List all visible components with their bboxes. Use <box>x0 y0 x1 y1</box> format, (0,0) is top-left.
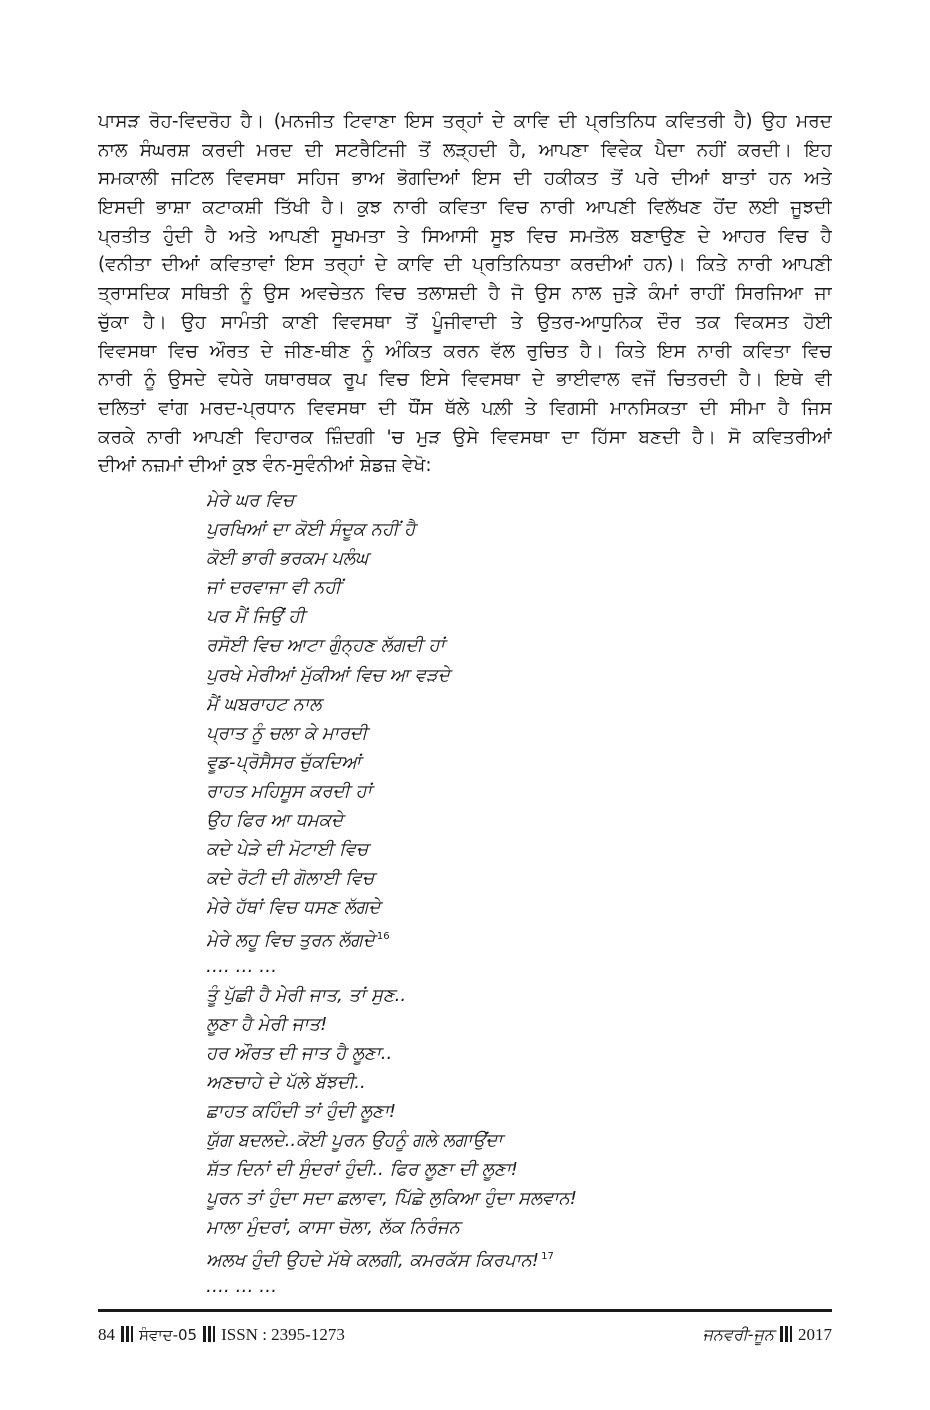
poem-line <box>206 1126 826 1155</box>
poem-line <box>206 1068 826 1097</box>
poem-line-text: ਪ੍ਰਾਤ ਨੂੰ ਚਲਾ ਕੇ ਮਾਰਦੀ <box>206 722 368 744</box>
poem-line-text: ਮੇਰੇ ਘਰ ਵਿਚ <box>206 490 295 511</box>
poem-line-text: ਕਦੇ ਪੇੜੇ ਦੀ ਮੋਟਾਈ ਵਿਚ <box>206 839 369 861</box>
poem-line <box>206 573 826 602</box>
paragraph-line: ਚੁੱਕਾ ਹੈ। ਉਹ ਸਾਮੰਤੀ ਕਾਣੀ ਵਿਵਸਥਾ ਤੋਂ ਪੂੰਜੀਵਾਦੀ ਤੇ ਉਤਰ-ਆਧੁਨਿਕ ਦੌਰ ਤਕ ਵਿਕਸਤ ਹੋਈ <box>98 311 832 333</box>
poem-line-text: ਮੇਰੇ ਹੱਥਾਂ ਵਿਚ ਧਸਣ ਲੱਗਦੇ <box>206 897 381 919</box>
paragraph-line: ਵਿਵਸਥਾ ਵਿਚ ਔਰਤ ਦੇ ਜੀਣ-ਥੀਣ ਨੂੰ ਅੰਕਿਤ ਕਰਨ ਵੱਲ ਰੁਚਿਤ ਹੈ। ਕਿਤੇ ਇਸ ਨਾਰੀ ਕਵਿਤਾ ਵਿਚ <box>98 340 832 362</box>
poem-line <box>206 1155 826 1184</box>
paragraph-line: ਦੀਆਂ ਨਜ਼ਮਾਂ ਦੀਆਂ ਕੁਝ ਵੰਨ-ਸੁਵੰਨੀਆਂ ਸ਼ੇਡਜ਼ ਵੇਖੋ: <box>98 455 432 477</box>
poem-line <box>206 835 826 864</box>
poem-line-text: ਛਾਹਤ ਕਹਿੰਦੀ ਤਾਂ ਹੁੰਦੀ ਲੂਣਾ! <box>206 1100 397 1122</box>
paragraph-line: ਨਾਲ ਸੰਘਰਸ਼ ਕਰਦੀ ਮਰਦ ਦੀ ਸਟਰੈਟਿਜੀ ਤੋਂ ਲੜ੍ਹਦੀ ਹੈ, ਆਪਣਾ ਵਿਵੇਕ ਪੈਦਾ ਨਹੀਂ ਕਰਦੀ। ਇਹ <box>98 139 832 161</box>
paragraph-line: ਪ੍ਰਤੀਤ ਹੁੰਦੀ ਹੈ ਅਤੇ ਆਪਣੀ ਸੂਖਮਤਾ ਤੇ ਸਿਆਸੀ ਸੂਝ ਵਿਚ ਸਮਤੋਲ ਬਣਾਉਣ ਦੇ ਆਹਰ ਵਿਚ ਹੈ <box>98 225 832 247</box>
poem-line <box>206 1097 826 1126</box>
poem-line <box>206 922 826 951</box>
poem-line-text: ਰਸੋਈ ਵਿਚ ਆਟਾ ਗੁੰਨ੍ਹਣ ਲੱਗਦੀ ਹਾਂ <box>206 635 445 657</box>
issue-period: ਜਨਵਰੀ-ਜੂਨ <box>702 1325 774 1344</box>
paragraph-line: ਇਸਦੀ ਭਾਸ਼ਾ ਕਟਾਕਸ਼ੀ ਤਿੱਖੀ ਹੈ। ਕੁਝ ਨਾਰੀ ਕਵਿਤਾ ਵਿਚ ਨਾਰੀ ਆਪਣੀ ਵਿਲੱਖਣ ਹੋਂਦ ਲਈ ਜੂਝਦੀ <box>98 197 832 219</box>
paragraph-line: ਕਰਕੇ ਨਾਰੀ ਆਪਣੀ ਵਿਹਾਰਕ ਜ਼ਿੰਦਗੀ 'ਚ ਮੁੜ ਉਸੇ ਵਿਵਸਥਾ ਦਾ ਹਿੱਸਾ ਬਣਦੀ ਹੈ। ਸੋ ਕਵਿਤਰੀਆਂ <box>98 426 832 448</box>
footer-right <box>703 1322 832 1348</box>
poem-line-text: ਵੂਡ-ਪ੍ਰੋਸੈਸਰ ਚੁੱਕਦਿਆਂ <box>206 751 361 773</box>
poem-line-text: ਪੁਰਖਿਆਂ ਦਾ ਕੋਈ ਸੰਦੂਕ ਨਹੀਂ ਹੈ <box>206 519 416 541</box>
footer-rule <box>98 1309 832 1312</box>
poem-line-text: ਮੇਰੇ ਲਹੂ ਵਿਚ ਤੁਰਨ ਲੱਗਦੇ <box>206 930 375 952</box>
poem-line-text: ਹਰ ਔਰਤ ਦੀ ਜਾਤ ਹੈ ਲੂਣਾ.. <box>206 1042 393 1064</box>
poem-block <box>206 486 826 1301</box>
poem-line <box>206 1272 826 1301</box>
journal-name: ਸੰਵਾਦ-05 <box>139 1326 198 1344</box>
poem-line-text: ਕੋਈ ਭਾਰੀ ਭਰਕਮ ਪਲੰਘ <box>206 548 369 570</box>
issue-year: 2017 <box>798 1325 832 1344</box>
footnote-ref: 17 <box>541 1251 554 1263</box>
poem-line-text: ਮਾਲਾ ਮੁੰਦਰਾਂ, ਕਾਸਾ ਚੋਲਾ, ਲੱਕ ਨਿਰੰਜਨ <box>206 1217 461 1239</box>
poem-line <box>206 1039 826 1068</box>
poem-line-text: ਪੂਰਨ ਤਾਂ ਹੁੰਦਾ ਸਦਾ ਛਲਾਵਾ, ਪਿੱਛੇ ਲੁਕਿਆ ਹੁੰਦਾ ਸਲਵਾਨ! <box>206 1188 578 1210</box>
poem-line <box>206 719 826 748</box>
poem-line <box>206 1010 826 1039</box>
poem-line <box>206 690 826 719</box>
page-number: 84 <box>98 1325 115 1344</box>
paragraph-line: ਨਾਰੀ ਨੂੰ ਉਸਦੇ ਵਧੇਰੇ ਯਥਾਰਥਕ ਰੂਪ ਵਿਚ ਇਸੇ ਵਿਵਸਥਾ ਦੇ ਭਾਈਵਾਲ ਵਜੋਂ ਚਿਤਰਦੀ ਹੈ। ਇਥੇ ਵੀ <box>98 369 832 391</box>
poem-line-text: ਯੁੱਗ ਬਦਲਦੇ..ਕੋਈ ਪੂਰਨ ਉਹਨੂੰ ਗਲੇ ਲਗਾਉਂਦਾ <box>206 1130 503 1152</box>
poem-line <box>206 602 826 631</box>
poem-line-text: ਅਲਖ ਹੁੰਦੀ ਉਹਦੇ ਮੱਥੇ ਕਲਗੀ, ਕਮਰਕੱਸ ਕਿਰਪਾਨ! <box>206 1250 540 1272</box>
page-footer <box>98 1322 832 1348</box>
paragraph-line: ਸਮਕਾਲੀ ਜਟਿਲ ਵਿਵਸਥਾ ਸਹਿਜ ਭਾਅ ਭੋਗਦਿਆਂ ਇਸ ਦੀ ਹਕੀਕਤ ਤੋਂ ਪਰੇ ਦੀਆਂ ਬਾਤਾਂ ਹਨ ਅਤੇ <box>98 168 832 190</box>
poem-line <box>206 661 826 690</box>
poem-line-text: ਮੈਂ ਘਬਰਾਹਟ ਨਾਲ <box>206 693 322 715</box>
poem-line-text: ਲੂਣਾ ਹੈ ਮੇਰੀ ਜਾਤ! <box>206 1013 328 1035</box>
paragraph-line: ਪਾਸੜ ਰੋਹ-ਵਿਦਰੋਹ ਹੈ। (ਮਨਜੀਤ ਟਿਵਾਣਾ ਇਸ ਤਰ੍ਹਾਂ ਦੇ ਕਾਵਿ ਦੀ ਪ੍ਰਤਿਨਿਧ ਕਵਿਤਰੀ ਹੈ) ਉਹ ਮਰਦ <box>98 111 832 132</box>
poem-line <box>206 631 826 660</box>
poem-line-text: …. … … <box>206 1275 278 1297</box>
body-text <box>98 108 832 481</box>
poem-line <box>206 952 826 981</box>
poem-line <box>206 893 826 922</box>
poem-line <box>206 806 826 835</box>
poem-line-text: ਜਾਂ ਦਰਵਾਜਾ ਵੀ ਨਹੀਂ <box>206 577 341 599</box>
poem-line <box>206 544 826 573</box>
paragraph-line: (ਵਨੀਤਾ ਦੀਆਂ ਕਵਿਤਾਵਾਂ ਇਸ ਤਰ੍ਹਾਂ ਦੇ ਕਾਵਿ ਦੀ ਪ੍ਰਤਿਨਿਧਤਾ ਕਰਦੀਆਂ ਹਨ)। ਕਿਤੇ ਨਾਰੀ ਆਪਣੀ <box>98 254 832 276</box>
poem-line <box>206 486 826 515</box>
separator-bars-icon <box>203 1326 215 1342</box>
poem-line <box>206 1184 826 1213</box>
paragraph-line: ਤ੍ਰਾਸਦਿਕ ਸਥਿਤੀ ਨੂੰ ਉਸ ਅਵਚੇਤਨ ਵਿਚ ਤਲਾਸ਼ਦੀ ਹੈ ਜੋ ਉਸ ਨਾਲ ਜੁੜੇ ਕੰਮਾਂ ਰਾਹੀਂ ਸਿਰਜਿਆ ਜਾ <box>98 283 832 305</box>
separator-bars-icon <box>780 1326 792 1342</box>
footnote-ref: 16 <box>376 931 390 943</box>
poem-line-text: ਸ਼ੱਤ ਦਿਨਾਂ ਦੀ ਸੁੰਦਰਾਂ ਹੁੰਦੀ.. ਫਿਰ ਲੂਣਾ ਦੀ ਲੂਣਾ! <box>206 1159 518 1181</box>
poem-line <box>206 1213 826 1242</box>
poem-line <box>206 777 826 806</box>
footer-left <box>98 1322 345 1348</box>
separator-bars-icon <box>121 1326 133 1342</box>
issn: ISSN : 2395-1273 <box>221 1325 345 1344</box>
paragraph-line: ਦਲਿਤਾਂ ਵਾਂਗ ਮਰਦ-ਪ੍ਰਧਾਨ ਵਿਵਸਥਾ ਦੀ ਧੌਂਸ ਥੱਲੇ ਪਲ਼ੀ ਤੇ ਵਿਗਸੀ ਮਾਨਸਿਕਤਾ ਦੀ ਸੀਮਾ ਹੈ ਜਿਸ <box>98 397 832 419</box>
poem-line <box>206 981 826 1010</box>
poem-line <box>206 864 826 893</box>
poem-line-text: ਪਰ ਮੈਂ ਜਿਉਂ ਹੀ <box>206 606 305 628</box>
poem-line <box>206 748 826 777</box>
poem-line-text: ਕਦੇ ਰੋਟੀ ਦੀ ਗੋਲਾਈ ਵਿਚ <box>206 868 375 890</box>
poem-line-text: …. … … <box>206 955 278 977</box>
poem-line-text: ਪੁਰਖੇ ਮੇਰੀਆਂ ਮੁੱਕੀਆਂ ਵਿਚ ਆ ਵੜਦੇ <box>206 664 450 686</box>
poem-line-text: ਰਾਹਤ ਮਹਿਸੂਸ ਕਰਦੀ ਹਾਂ <box>206 780 372 802</box>
poem-line <box>206 1242 826 1271</box>
poem-line-text: ਅਣਚਾਹੇ ਦੇ ਪੱਲੇ ਬੱਝਦੀ.. <box>206 1071 366 1093</box>
poem-line <box>206 515 826 544</box>
poem-line-text: ਉਹ ਫਿਰ ਆ ਧਮਕਦੇ <box>206 810 343 832</box>
poem-line-text: ਤੂੰ ਪੁੱਛੀ ਹੈ ਮੇਰੀ ਜਾਤ, ਤਾਂ ਸੁਣ.. <box>206 984 407 1006</box>
